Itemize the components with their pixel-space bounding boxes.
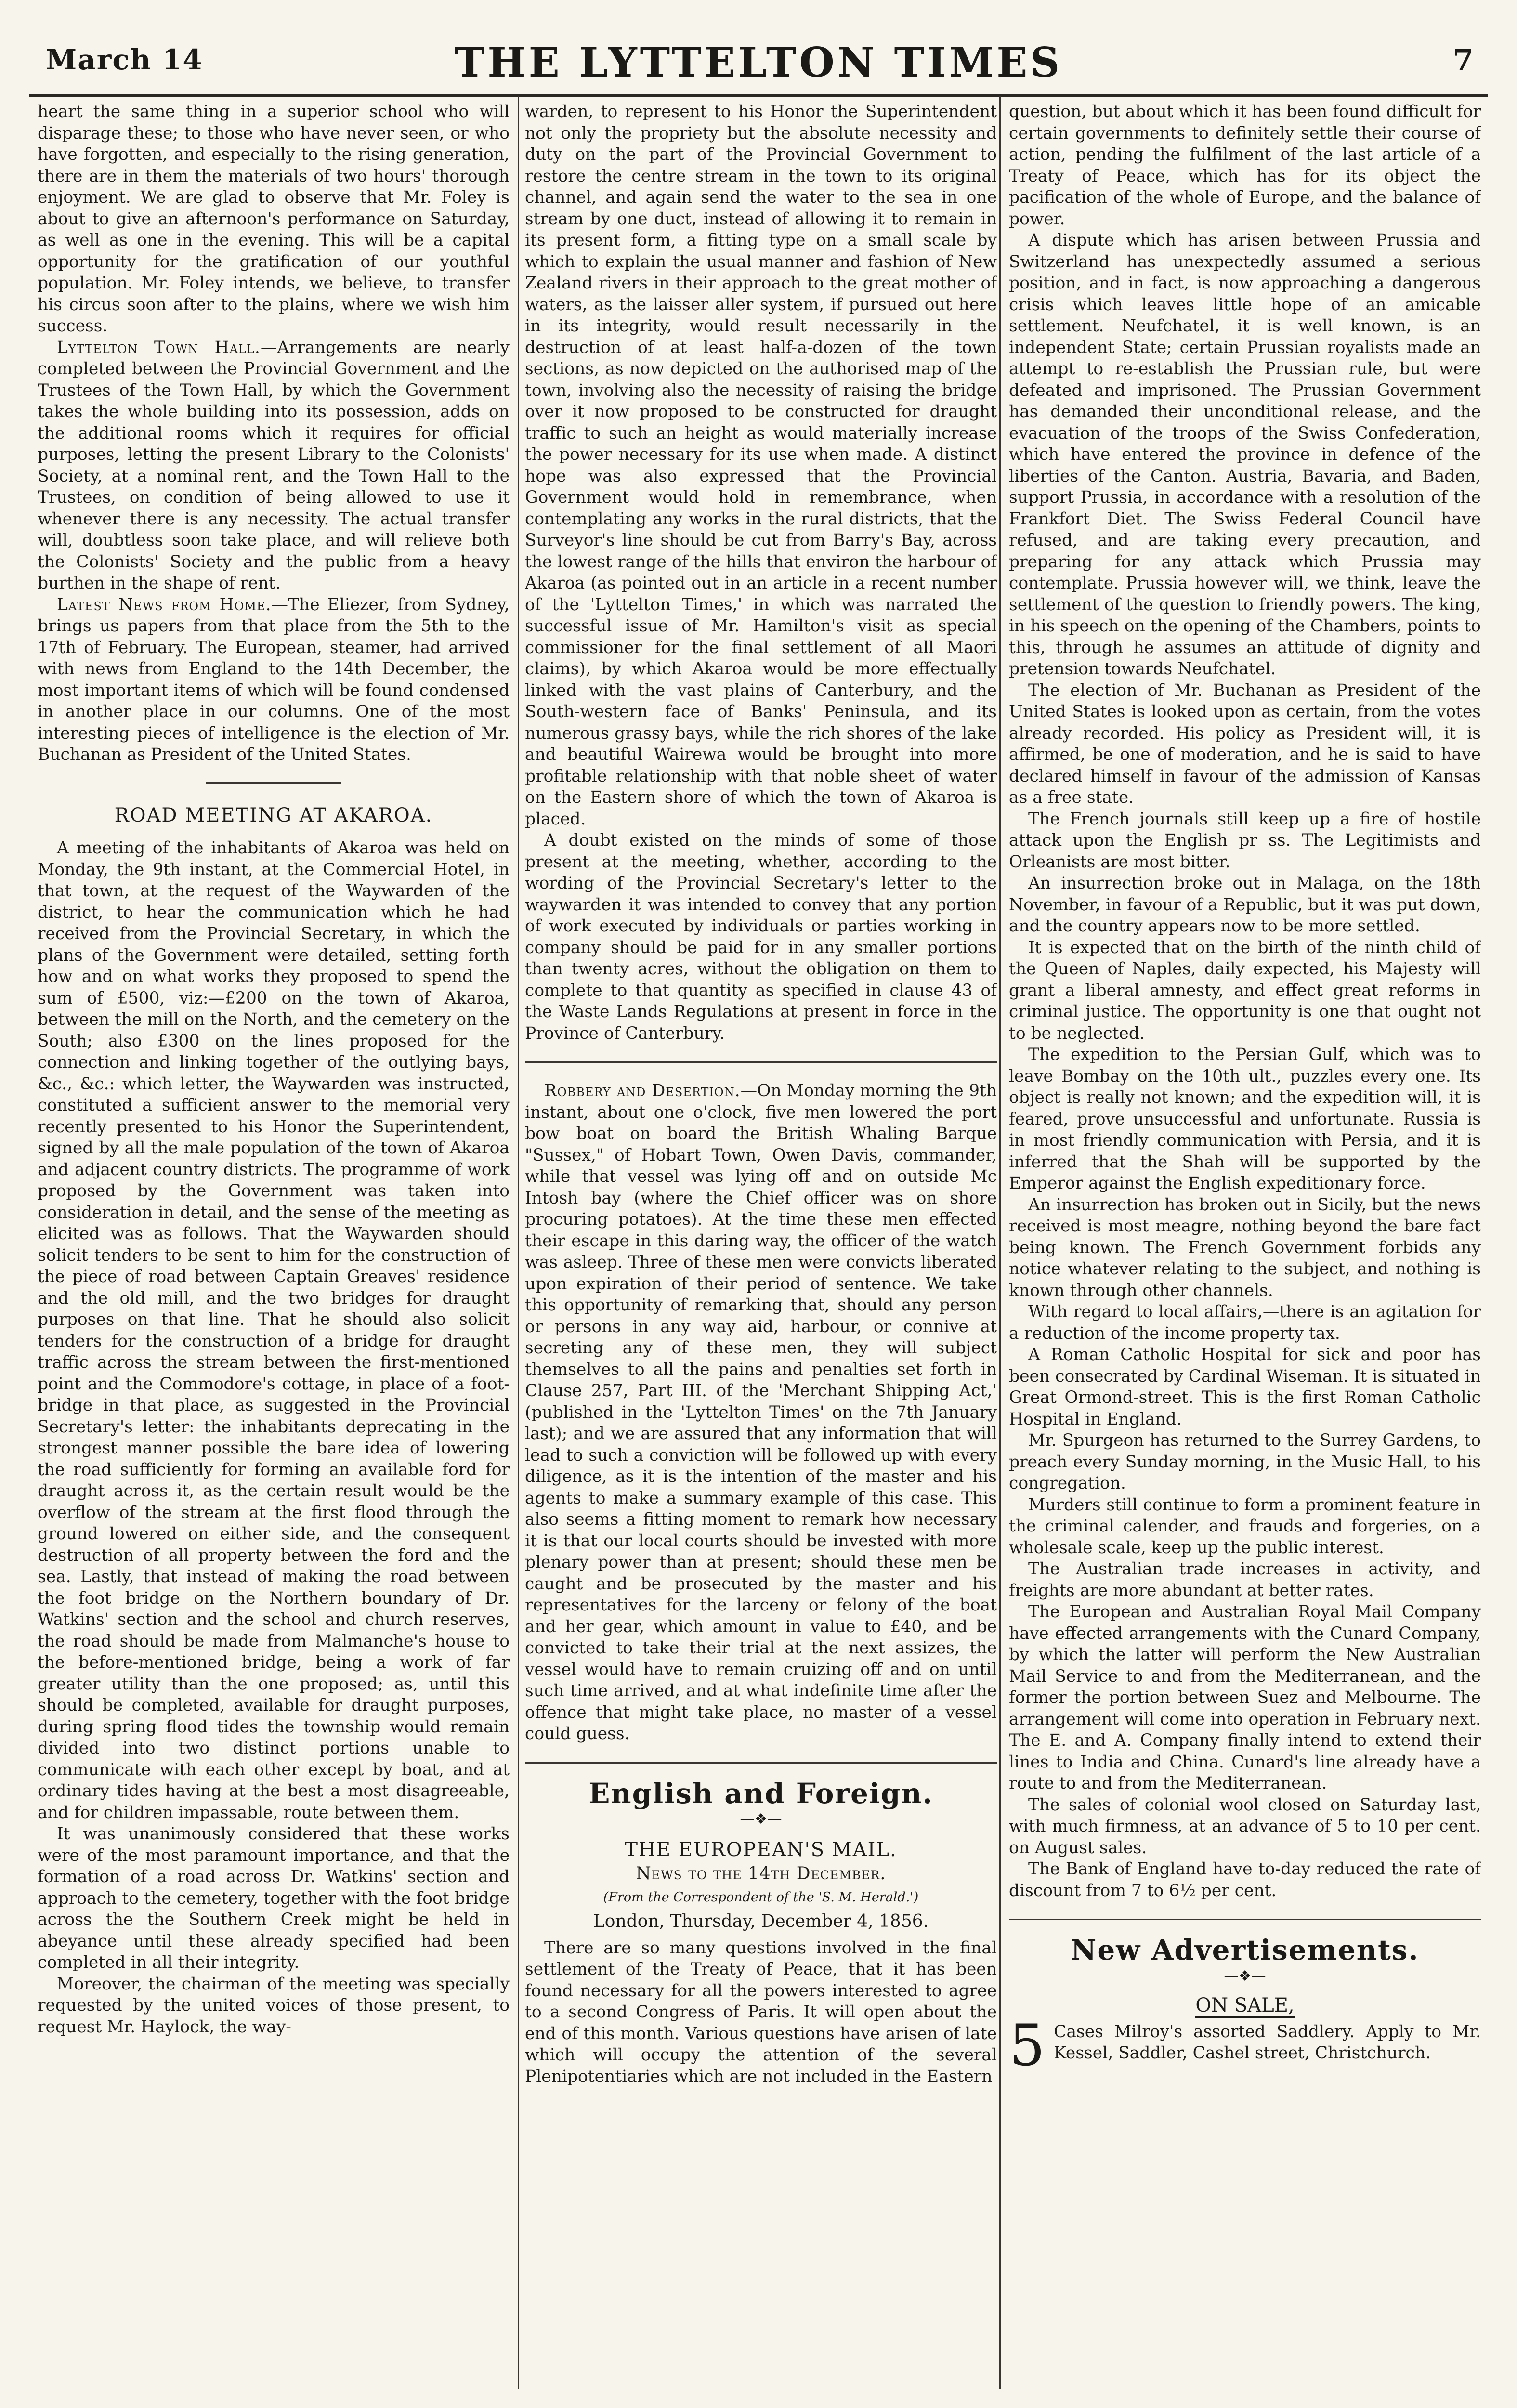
section-rule: [525, 1762, 997, 1764]
column-divider: [518, 96, 519, 2389]
article-paragraph: —On Monday morning the 9th instant, about one o'clock, five men lowered the port bow boat on board the British Whaling Barque "Sussex," of Hobart Town, Owen Davis, commander, while that vessel was lying off and on outside Mc Intosh bay (where the Chief officer was on shore procuring potatoes). At the time these men effected their escape in this daring way, the officer of the watch was asleep. Three of these men were convicts liberated upon expiration of their period of sentence. We take this opportunity of remarking that, should any person or persons in any way aid, harbour, or connive at secreting any of these men, they will subject themselves to all the pains and penalties set forth in Clause 257, Part III. of the 'Merchant Shipping Act,' (published in the 'Lyttelton Times' on the 7th January last); and we are assured that any information that will lead to such a conviction will be followed up with every diligence, as it is the intention of the master and his agents to make a summary example of this case. This also seems a fitting moment to remark how necessary it is that our local courts should be invested with more plenary power than at present; should these men be caught and be prosecuted by the master and his representatives for the larceny or felony of the boat and her gear, which amount in value to £40, and be convicted to take their trial at the next assizes, the vessel would have to remain cruizing off and on until such time arrived, and at what indefinite time after the offence that might take place, no master of a vessel could guess.: [525, 1081, 997, 1743]
article-paragraph: It was unanimously considered that these works were of the most paramount importance, and that the formation of a road across Dr. Watkins' section and approach to the cemetery, together with the foot bridge across the the Southern Creek might be held in abeyance until these already specified had been completed in all their integrity.: [38, 1824, 510, 1972]
ad-quantity: 5: [1009, 2012, 1046, 2079]
article-paragraph: There are so many questions involved in the final settlement of the Treaty of Peace, that it has been found necessary for all the powers interested to agree to a second Congress of Paris. It will open about the end of this month. Various questions have arisen of late which will occupy the attention of the several Plenipotentiaries which are not included in the Eastern: [525, 1938, 997, 2086]
article-paragraph: The election of Mr. Buchanan as President of the United States is looked upon as certain, from the votes already recorded. His policy as President will, it is affirmed, be one of moderation, and he is said to have declared himself in favour of the admission of Kansas as a free state.: [1009, 681, 1481, 807]
article-paragraph: The expedition to the Persian Gulf, which was to leave Bombay on the 10th ult., puzzles every one. Its object is really not known; and the expedition will, it is feared, prove unsuccessful and unfortunate. Russia is in most friendly communication with Persia, and it is inferred that the Shah will be supported by the Emperor against the English expeditionary force.: [1009, 1045, 1481, 1193]
newspaper-title: THE LYTTELTON TIMES: [454, 39, 1063, 86]
article-dateline: London, Thursday, December 4, 1856.: [593, 1911, 929, 1931]
article-paragraph: The French journals still keep up a fire of hostile attack upon the English pr ss. The Legitimists and Orleanists are most bitter.: [1009, 809, 1481, 872]
section-rule: [1009, 1919, 1481, 1920]
article-source: (From the Correspondent of the 'S. M. Herald.'): [603, 1889, 919, 1905]
article-heading-inline: Lyttelton Town Hall.: [57, 338, 261, 357]
column-divider: [999, 96, 1001, 2389]
article-paragraph: It is expected that on the birth of the ninth child of the Queen of Naples, daily expected, his Majesty will grant a liberal amnesty, and effect great reforms in criminal justice. The opportunity is one that ought not to be neglected.: [1009, 938, 1481, 1043]
page-number: 7: [1452, 42, 1474, 78]
article-paragraph: An insurrection broke out in Malaga, on the 18th November, in favour of a Republic, but it was put down, and the country appears now to be more settled.: [1009, 874, 1481, 936]
article-paragraph: Moreover, the chairman of the meeting was specially requested by the united voices of those present, to request Mr. Haylock, the way-: [38, 1974, 510, 2037]
ad-heading-text: ON SALE,: [1195, 1994, 1294, 2018]
article-paragraph: —Arrangements are nearly completed between the Provincial Government and the Trustees of the Town Hall, by which the Government takes the whole building into its possession, adds on the additional rooms which it requires for official purposes, letting the present Library to the Colonists' Society, at a nominal rent, and the Town Hall to the Trustees, on condition of being allowed to use it whenever there is any necessity. The actual transfer will, doubtless soon take place, and will relieve both the Colonists' Society and the public from a heavy burthen in the shape of rent.: [38, 338, 510, 593]
article-headline: ROAD MEETING AT AKAROA.: [114, 804, 433, 826]
article-paragraph: question, but about which it has been found difficult for certain governments to definitely settle their course of action, pending the fulfilment of the last article of a Treaty of Peace, which has for its object the pacification of the whole of Europe, and the balance of power.: [1009, 102, 1481, 229]
article-paragraph: Mr. Spurgeon has returned to the Surrey Gardens, to preach every Sunday morning, in the Music Hall, to his congregation.: [1009, 1431, 1481, 1493]
masthead-rule: [29, 94, 1488, 97]
advertisements-heading: New Advertisements.: [1071, 1934, 1419, 1966]
article-paragraph: warden, to represent to his Honor the Superintendent not only the propriety but the absolute necessity and duty on the part of the Provincial Government to restore the centre stream in the town to its original channel, and again send the water to the sea in one stream by one duct, instead of allowing it to remain in its present form, a fitting type on a small scale by which to explain the usual manner and fashion of New Zealand rivers in their approach to the great mother of waters, as the laisser aller system, if pursued out here in its integrity, would result necessarily in the destruction of at least half-a-dozen of the town sections, as now depicted on the authorised map of the town, involving also the necessity of raising the bridge over it now proposed to be constructed for draught traffic to such an height as would materially increase the power necessary for its use when made. A distinct hope was also expressed that the Provincial Government would hold in remembrance, when contemplating any works in the rural districts, that the Surveyor's line should be cut from Barry's Bay, across the lowest range of the hills that environ the harbour of Akaroa (as pointed out in an article in a recent number of the 'Lyttelton Times,' in which was narrated the successful issue of Mr. Hamilton's visit as special commissioner for the final settlement of all Maori claims), by which Akaroa would be more effectually linked with the vast plains of Canterbury, and the South-western face of Banks' Peninsula, and its numerous grassy bays, while the rich shores of the lake and beautiful Wairewa would be brought into more profitable relationship with that noble sheet of water on the Eastern shore of which the town of Akaroa is placed.: [525, 102, 997, 829]
ornament-divider: —❖—: [1224, 1967, 1266, 1985]
article-heading-inline: Robbery and Desertion.: [544, 1081, 741, 1100]
article-headline: THE EUROPEAN'S MAIL.: [625, 1838, 897, 1861]
article-paragraph: The European and Australian Royal Mail Company have effected arrangements with the Cunard Company, by which the latter will perform the New Australian Mail Service to and from the Mediterranean, and the former the portion between Suez and Melbourne. The arrangement will come into operation in February next. The E. and A. Company finally intend to extend their lines to India and China. Cunard's line already have a route to and from the Mediterranean.: [1009, 1602, 1481, 1793]
article-paragraph: A Roman Catholic Hospital for sick and poor has been consecrated by Cardinal Wiseman. It is situated in Great Ormond-street. This is the first Roman Catholic Hospital in England.: [1009, 1345, 1481, 1429]
section-rule: [525, 1061, 997, 1063]
article-paragraph: A dispute which has arisen between Prussia and Switzerland has unexpectedly assumed a serious position, and in fact, is now approaching a dangerous crisis which leaves little hope of an amicable settlement. Neufchatel, it is well known, is an independent State; certain Prussian royalists made an attempt to re-establish the Prussian rule, but were defeated and imprisoned. The Prussian Government has demanded their unconditional release, and the evacuation of the troops of the Swiss Confederation, which have entered the province in defence of the liberties of the Canton. Austria, Bavaria, and Baden, support Prussia, in accordance with a resolution of the Frankfort Diet. The Swiss Federal Council have refused, and are taking every precaution, and preparing for any attack which Prussia may contemplate. Prussia however will, we think, leave the settlement of the question to friendly powers. The king, in his speech on the opening of the Chambers, points to this, through he assumes an attitude of dignity and pretension towards Neufchatel.: [1009, 231, 1481, 679]
article-paragraph: With regard to local affairs,—there is an agitation for a reduction of the income property tax.: [1009, 1302, 1481, 1343]
ad-heading: [1009, 1995, 1481, 2016]
column-2: [525, 101, 997, 2403]
ornament-divider: —❖—: [740, 1811, 782, 1828]
article-subheadline: News to the 14th December.: [636, 1864, 886, 1884]
article-heading-inline: Latest News from Home.: [57, 595, 272, 615]
column-3: [1009, 101, 1481, 2403]
article-paragraph: An insurrection has broken out in Sicily, but the news received is most meagre, nothing beyond the bare fact being known. The French Government forbids any notice whatever relating to the subject, and nothing is known through other channels.: [1009, 1195, 1481, 1300]
article-paragraph: A doubt existed on the minds of some of those present at the meeting, whether, according to the wording of the Provincial Secretary's letter to the waywarden it was intended to convey that any portion of work executed by individuals or parties working in company should be paid for in any smaller portions than twenty acres, without the obligation on them to complete to that quantity as specified in clause 43 of the Waste Lands Regulations at present in force in the Province of Canterbury.: [525, 831, 997, 1043]
article-paragraph: The Australian trade increases in activity, and freights are more abundant at better rates.: [1009, 1559, 1481, 1600]
ad-text: Cases Milroy's assorted Saddlery. Apply to Mr. Kessel, Saddler, Cashel street, Christchurch.: [1054, 2022, 1481, 2063]
article-paragraph: —The Eliezer, from Sydney, brings us papers from that place from the 5th to the 17th of February. The European, steamer, had arrived with news from England to the 14th December, the most important items of which will be found condensed in another place in our columns. One of the most interesting pieces of intelligence is the election of Mr. Buchanan as President of the United States.: [38, 595, 510, 764]
article-paragraph: Murders still continue to form a prominent feature in the criminal calender, and frauds and forgeries, on a wholesale scale, keep up the public interest.: [1009, 1495, 1481, 1557]
issue-date: March 14: [46, 43, 203, 76]
masthead: [0, 0, 1517, 101]
advertisement: [1009, 2012, 1481, 2079]
article-paragraph: heart the same thing in a superior school who will disparage these; to those who have never seen, or who have forgotten, and especially to the rising generation, there are in them the materials of two hours' thorough enjoyment. We are glad to observe that Mr. Foley is about to give an afternoon's performance on Saturday, as well as one in the evening. This will be a capital opportunity for the gratification of our youthful population. Mr. Foley intends, we believe, to transfer his circus soon after to the plains, where we wish him success.: [38, 102, 510, 336]
article-paragraph: The Bank of England have to-day reduced the rate of discount from 7 to 6½ per cent.: [1009, 1859, 1481, 1900]
section-rule: [206, 782, 341, 784]
article-paragraph: A meeting of the inhabitants of Akaroa was held on Monday, the 9th instant, at the Commercial Hotel, in that town, at the request of the Waywarden of the district, to hear the communication which he had received from the Provincial Secretary, in which the plans of the Government were detailed, setting forth how and on what works they proposed to spend the sum of £500, viz:—£200 on the town of Akaroa, between the mill on the North, and the cemetery on the South; also £300 on the lines proposed for the connection and linking together of the outlying bays, &c., &c.: which letter, the Waywarden was instructed, constituted a sufficient answer to the memorial very recently presented to his Honor the Superintendent, signed by all the male population of the town of Akaroa and adjacent country districts. The programme of work proposed by the Government was taken into consideration in detail, and the sense of the meeting as elicited was as follows. That the Waywarden should solicit tenders to be sent to him for the construction of the piece of road between Captain Greaves' residence and the old mill, and the two bridges for draught purposes on that line. That he should also solicit tenders for the construction of a bridge for draught traffic across the stream between the first-mentioned point and the Commodore's cottage, in place of a foot-bridge in that place, as suggested in the Provincial Secretary's letter: the inhabitants deprecating in the strongest manner possible the bare idea of lowering the road sufficiently for forming an available ford for draught across it, as the certain result would be the overflow of the stream at the first flood through the ground lowered on either side, and the consequent destruction of all property between the ford and the sea. Lastly, that instead of making the road between the foot bridge on the Northern boundary of Dr. Watkins' section and the school and church reserves, the road should be made from Malmanche's house to the before-mentioned bridge, being a work of far greater utility than the one proposed; as, until this should be completed, available for draught purposes, during spring flood tides the township would remain divided into two distinct portions unable to communicate with each other except by boat, and at ordinary tides having at the best a most disagreeable, and for children impassable, route between them.: [38, 838, 510, 1822]
article-paragraph: The sales of colonial wool closed on Saturday last, with much firmness, at an advance of 5 to 10 per cent. on August sales.: [1009, 1795, 1481, 1858]
column-1: [38, 101, 510, 2403]
section-heading: English and Foreign.: [588, 1777, 933, 1810]
